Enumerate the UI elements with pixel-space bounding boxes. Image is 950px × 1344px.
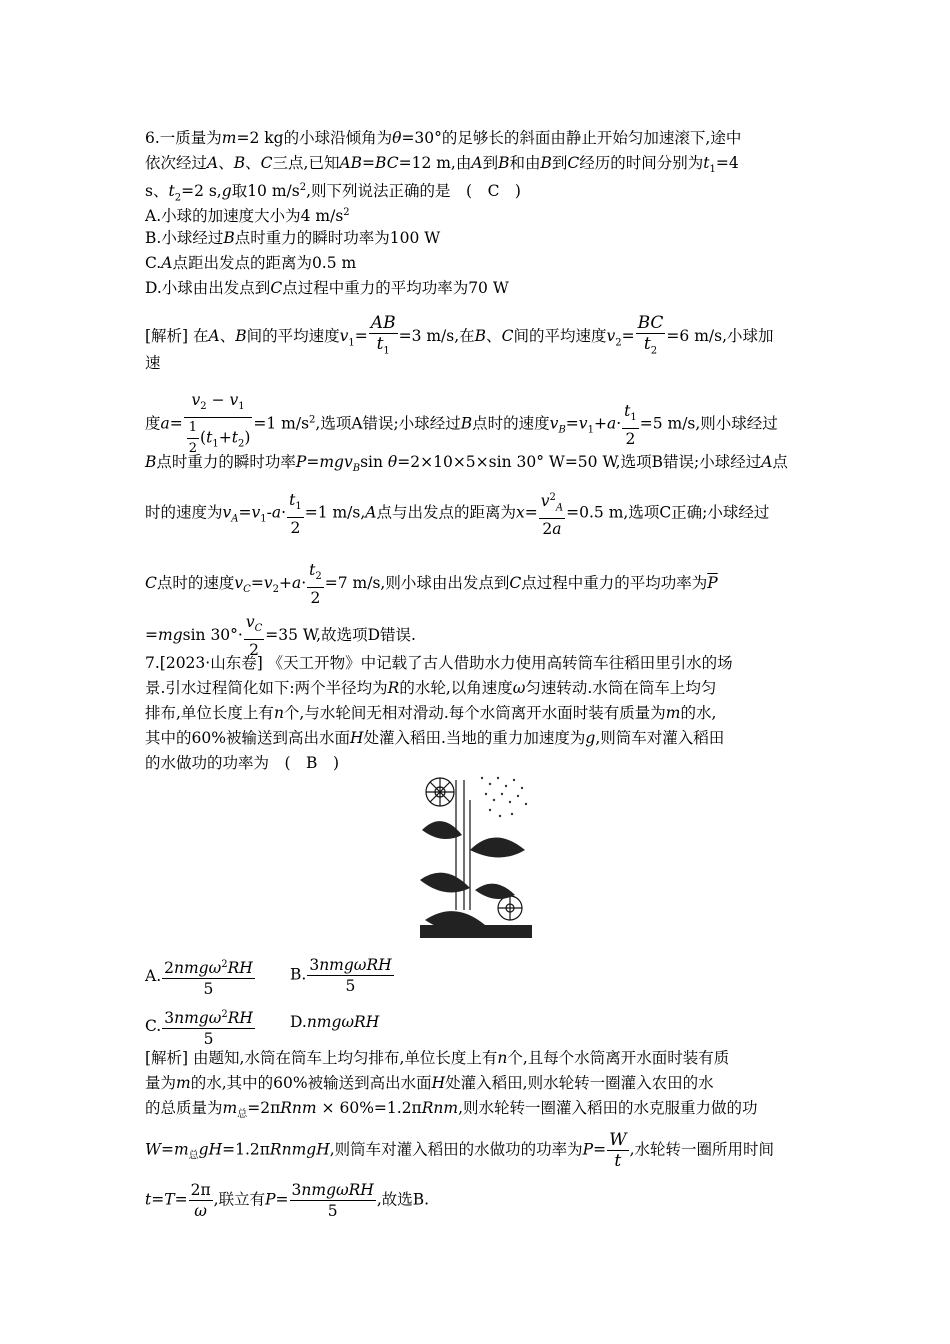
q7-stem-line-1: 7.[2023·山东卷] 《天工开物》中记载了古人借助水力使用高转筒车往稻田里引水的场 [145, 654, 733, 672]
q6-stem-line-3: s、$t_2=2$ s,g取10 $m/s^2$,则下列说法正确的是 ( C ) [145, 182, 521, 204]
q7-stem-line-4: 其中的60%被输送到高出水面H处灌入稻田.当地的重力加速度为g,则筒车对灌入稻田 [145, 729, 725, 747]
water-wheel-illustration [420, 770, 532, 938]
q6-option-a: A.小球的加速度大小为4 $m/s^2$ [145, 207, 350, 226]
q7-stem-line-3: 排布,单位长度上有n个,与水轮间无相对滑动.每个水筒离开水面时装有质量为m的水, [145, 704, 717, 722]
q7-solution-line-4: $W=m_总gH=1.2\pi RnmgH$,则筒车对灌入稻田的水做功的功率为P= $\frac{W}{t}$ ,水轮转一圈所用时间 [145, 1130, 775, 1171]
q6-option-c: C.A点距出发点的距离为0.5 m [145, 254, 357, 272]
q7-option-d: D.nmgωRH [290, 1013, 380, 1031]
q6-stem-line-2: 依次经过A、B、C三点,已知AB=BC=12 m,由A到B和由B到C经历的时间分别为$t_1=4$ [145, 154, 739, 176]
q6-stem-line-1: 6.一质量为m=2 kg的小球沿倾角为θ=30°的足够长的斜面由静止开始匀加速滚下,途中 [145, 129, 742, 147]
q6-solution-line-5: 时的速度为$v_A=v_1-a\cdot$ $\frac{t_1}{2}$ =1 m/s,A点与出发点的距离为x= $\frac{v^2_A}{2a}$ =0.5 m,选项C正确;小球经过 [145, 490, 770, 539]
q6-option-b: B.小球经过B点时重力的瞬时功率为100 W [145, 229, 441, 247]
q7-solution-line-5: t=T= $\frac{2\pi}{\omega}$ ,联立有P= $\frac{\text{3nmgωRH}}{5}$ ,故选B. [145, 1181, 430, 1220]
q7-solution-line-1: [解析] 由题知,水筒在筒车上均匀排布,单位长度上有n个,且每个水筒离开水面时装有质 [145, 1049, 730, 1067]
q6-solution-line-3: 度a= $v_2 - v_1$ $\frac{1}{2}$ $(t_1+t_2)$ =1 $m/s^2$,选项A错误;小球经过B点时的速度$v_B=v_1+a\cdot$ $\frac{t_1}{2}$ =5 m/s,则小球经过 [145, 390, 778, 459]
q7-solution-line-3: 的总质量为$m_总=2\pi Rnm \times 60\%=1.2\pi Rnm$,则水轮转一圈灌入稻田的水克服重力做的功 [145, 1099, 758, 1121]
q6-solution-line-2: 速 [145, 354, 161, 372]
q6-solution-line-1: [解析] 在A、B间的平均速度$v_1=$ $\frac{AB}{t_1}$ =3 m/s,在B、C间的平均速度$v_2=$ $\frac{BC}{t_2}$ =6 m/s,小球加 [145, 313, 774, 361]
q7-option-c: C. $\frac{3nmg\omega^2RH}{5}$ [145, 1009, 253, 1049]
q6-solution-line-4: B点时重力的瞬时功率P=mgv$_B$sin θ=2×10×5×sin 30° W=50 W,选项B错误;小球经过A点 [145, 453, 788, 475]
q6-solution-line-6: C点时的速度$v_C=v_2+a\cdot$ $\frac{t_2}{2}$ =7 m/s,则小球由出发点到C点过程中重力的平均功率为$\overline{P}$ [145, 561, 718, 608]
q7-option-b: B. $\frac{\text{3nmgωRH}}{5}$ [290, 956, 392, 995]
q7-stem-line-2: 景.引水过程简化如下:两个半径均为R的水轮,以角速度ω匀速转动.水筒在筒车上均匀 [145, 679, 717, 697]
q7-solution-line-2: 量为m的水,其中的60%被输送到高出水面H处灌入稻田,则水轮转一圈灌入农田的水 [145, 1074, 714, 1092]
q7-stem-line-5: 的水做功的功率为 ( B ) [145, 754, 339, 772]
q6-solution-line-7: =mgsin 30°· $\frac{v_C}{2}$ =35 W,故选项D错误. [145, 613, 416, 660]
q7-option-a: A. $\frac{2nmg\omega^2RH}{5}$ [145, 959, 253, 999]
q6-option-d: D.小球由出发点到C点过程中重力的平均功率为70 W [145, 279, 509, 297]
